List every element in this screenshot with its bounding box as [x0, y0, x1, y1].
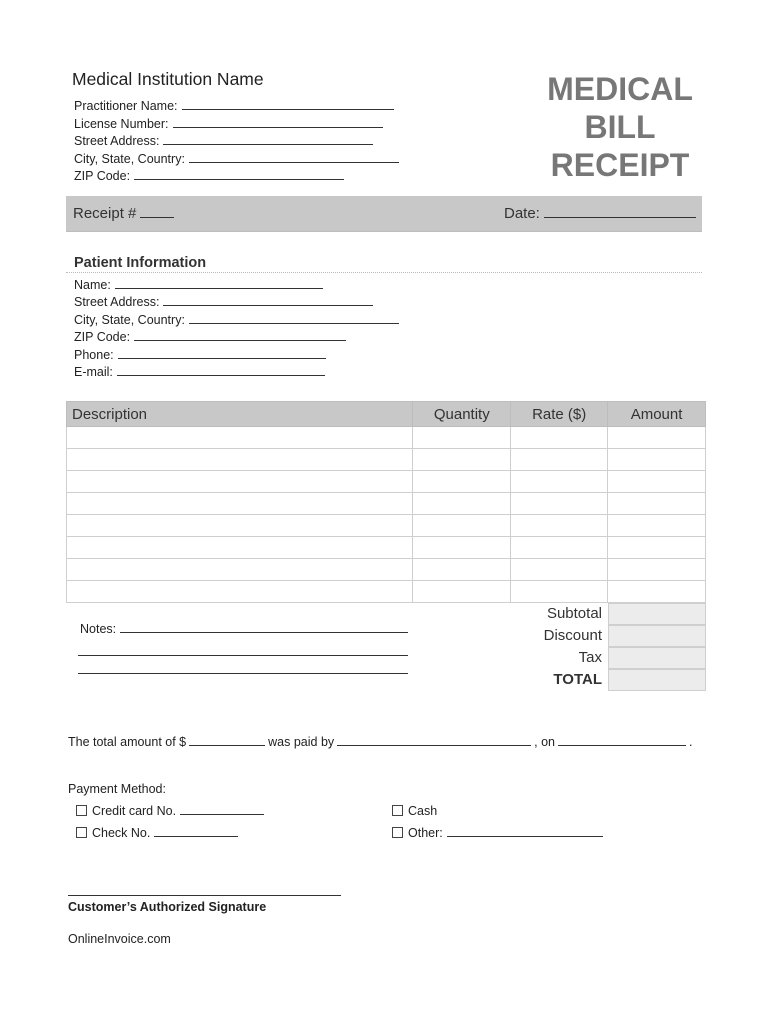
signature-label: Customer’s Authorized Signature — [68, 900, 267, 914]
institution-name: Medical Institution Name — [72, 69, 264, 89]
practitioner-zip-row — [74, 169, 344, 183]
cash-checkbox[interactable] — [392, 805, 403, 816]
license-number-label: License Number: — [74, 117, 169, 131]
license-number-row — [74, 117, 383, 131]
patient-information-heading: Patient Information — [74, 255, 207, 271]
items-header-row — [67, 402, 706, 427]
payment-sentence-part1: The total amount of $ — [68, 735, 187, 749]
practitioner-zip-label: ZIP Code: — [74, 169, 131, 183]
credit-card-checkbox[interactable] — [76, 805, 87, 816]
items-table — [66, 401, 706, 603]
receipt-number-field[interactable] — [140, 217, 174, 218]
credit-card-number-field[interactable] — [180, 814, 264, 815]
other-checkbox[interactable] — [392, 827, 403, 838]
check-number-field[interactable] — [154, 836, 238, 837]
patient-name-label: Name: — [74, 278, 111, 292]
patient-email-row — [74, 365, 325, 379]
quantity-cell[interactable] — [413, 581, 511, 603]
patient-divider — [66, 272, 702, 273]
total-amount-field[interactable] — [189, 745, 265, 746]
tax-label: Tax — [578, 649, 602, 666]
paid-by-field[interactable] — [337, 745, 531, 746]
table-row — [67, 471, 706, 493]
receipt-number-label: Receipt # — [73, 205, 137, 222]
date-field[interactable] — [544, 217, 696, 218]
quantity-cell[interactable] — [413, 449, 511, 471]
title-line-bill: BILL — [584, 109, 656, 145]
patient-zip-row — [74, 330, 346, 344]
practitioner-street-field[interactable] — [163, 144, 373, 145]
practitioner-zip-field[interactable] — [134, 179, 344, 180]
discount-value[interactable] — [608, 625, 706, 647]
table-row — [67, 515, 706, 537]
title-line-receipt: RECEIPT — [550, 147, 690, 183]
patient-phone-label: Phone: — [74, 348, 114, 362]
total-label: TOTAL — [553, 671, 602, 688]
subtotal-value[interactable] — [608, 603, 706, 625]
amount-cell[interactable] — [608, 427, 706, 449]
patient-street-row — [74, 295, 373, 309]
column-rate: Rate ($) — [511, 402, 608, 427]
description-cell[interactable] — [67, 537, 413, 559]
practitioner-street-label: Street Address: — [74, 134, 160, 148]
footer-website: OnlineInvoice.com — [68, 932, 171, 946]
quantity-cell[interactable] — [413, 559, 511, 581]
signature-line[interactable] — [68, 895, 341, 896]
rate-cell[interactable] — [511, 427, 608, 449]
other-method-field[interactable] — [447, 836, 603, 837]
practitioner-name-label: Practitioner Name: — [74, 99, 178, 113]
rate-cell[interactable] — [511, 537, 608, 559]
patient-zip-label: ZIP Code: — [74, 330, 131, 344]
quantity-cell[interactable] — [413, 515, 511, 537]
check-checkbox[interactable] — [76, 827, 87, 838]
subtotal-row — [520, 603, 706, 625]
practitioner-street-row — [74, 134, 373, 148]
cash-label: Cash — [408, 804, 438, 818]
description-cell[interactable] — [67, 493, 413, 515]
quantity-cell[interactable] — [413, 493, 511, 515]
notes-row — [80, 622, 408, 636]
total-row — [520, 669, 706, 691]
title-line-medical: MEDICAL — [547, 71, 693, 107]
amount-cell[interactable] — [608, 515, 706, 537]
option-other — [392, 826, 603, 840]
patient-zip-field[interactable] — [134, 340, 346, 341]
payment-sentence-part3: , on — [534, 735, 556, 749]
patient-phone-field[interactable] — [118, 358, 326, 359]
amount-cell[interactable] — [608, 449, 706, 471]
rate-cell[interactable] — [511, 559, 608, 581]
quantity-cell[interactable] — [413, 427, 511, 449]
patient-street-field[interactable] — [163, 305, 373, 306]
column-description: Description — [67, 402, 413, 427]
quantity-cell[interactable] — [413, 471, 511, 493]
patient-phone-row — [74, 348, 326, 362]
patient-name-row — [74, 278, 323, 292]
date-label: Date: — [504, 205, 540, 222]
amount-cell[interactable] — [608, 537, 706, 559]
option-credit-card — [76, 804, 264, 818]
license-number-field[interactable] — [173, 127, 383, 128]
receipt-band — [66, 196, 702, 232]
check-label: Check No. — [92, 826, 151, 840]
table-row — [67, 493, 706, 515]
subtotal-label: Subtotal — [546, 605, 602, 622]
description-cell[interactable] — [67, 515, 413, 537]
rate-cell[interactable] — [511, 493, 608, 515]
option-cash — [392, 804, 437, 818]
tax-row — [520, 647, 706, 669]
patient-city-row — [74, 313, 399, 327]
amount-cell[interactable] — [608, 493, 706, 515]
rate-cell[interactable] — [511, 471, 608, 493]
table-row — [67, 559, 706, 581]
option-check — [76, 826, 238, 840]
practitioner-city-field[interactable] — [189, 162, 399, 163]
receipt-number-row — [73, 205, 174, 222]
patient-email-field[interactable] — [117, 375, 325, 376]
description-cell[interactable] — [67, 581, 413, 603]
rate-cell[interactable] — [511, 449, 608, 471]
description-cell[interactable] — [67, 427, 413, 449]
notes-field[interactable] — [120, 632, 408, 633]
credit-card-label: Credit card No. — [92, 804, 177, 818]
other-label: Other: — [408, 826, 443, 840]
tax-value[interactable] — [608, 647, 706, 669]
rate-cell[interactable] — [511, 581, 608, 603]
amount-cell[interactable] — [608, 581, 706, 603]
patient-name-field[interactable] — [115, 288, 323, 289]
patient-city-field[interactable] — [189, 323, 399, 324]
quantity-cell[interactable] — [413, 537, 511, 559]
patient-email-label: E-mail: — [74, 365, 113, 379]
table-row — [67, 427, 706, 449]
paid-on-field[interactable] — [558, 745, 686, 746]
notes-label: Notes: — [80, 622, 117, 636]
description-cell[interactable] — [67, 471, 413, 493]
discount-row — [520, 625, 706, 647]
column-quantity: Quantity — [413, 402, 511, 427]
payment-sentence-part4: . — [689, 735, 693, 749]
description-cell[interactable] — [67, 559, 413, 581]
patient-street-label: Street Address: — [74, 295, 160, 309]
practitioner-city-label: City, State, Country: — [74, 152, 185, 166]
payment-method-label: Payment Method: — [68, 782, 166, 796]
practitioner-city-row — [74, 152, 399, 166]
payment-sentence — [68, 735, 693, 749]
notes-line-2[interactable] — [78, 655, 408, 656]
table-row — [67, 537, 706, 559]
column-amount: Amount — [608, 402, 706, 427]
payment-sentence-part2: was paid by — [268, 735, 335, 749]
patient-city-label: City, State, Country: — [74, 313, 185, 327]
practitioner-name-row — [74, 99, 394, 113]
document-title — [520, 70, 720, 184]
total-value[interactable] — [608, 669, 706, 691]
rate-cell[interactable] — [511, 515, 608, 537]
date-row — [504, 205, 696, 222]
description-cell[interactable] — [67, 449, 413, 471]
practitioner-name-field[interactable] — [182, 109, 394, 110]
amount-cell[interactable] — [608, 559, 706, 581]
table-row — [67, 449, 706, 471]
discount-label: Discount — [543, 627, 602, 644]
amount-cell[interactable] — [608, 471, 706, 493]
notes-line-3[interactable] — [78, 673, 408, 674]
table-row — [67, 581, 706, 603]
